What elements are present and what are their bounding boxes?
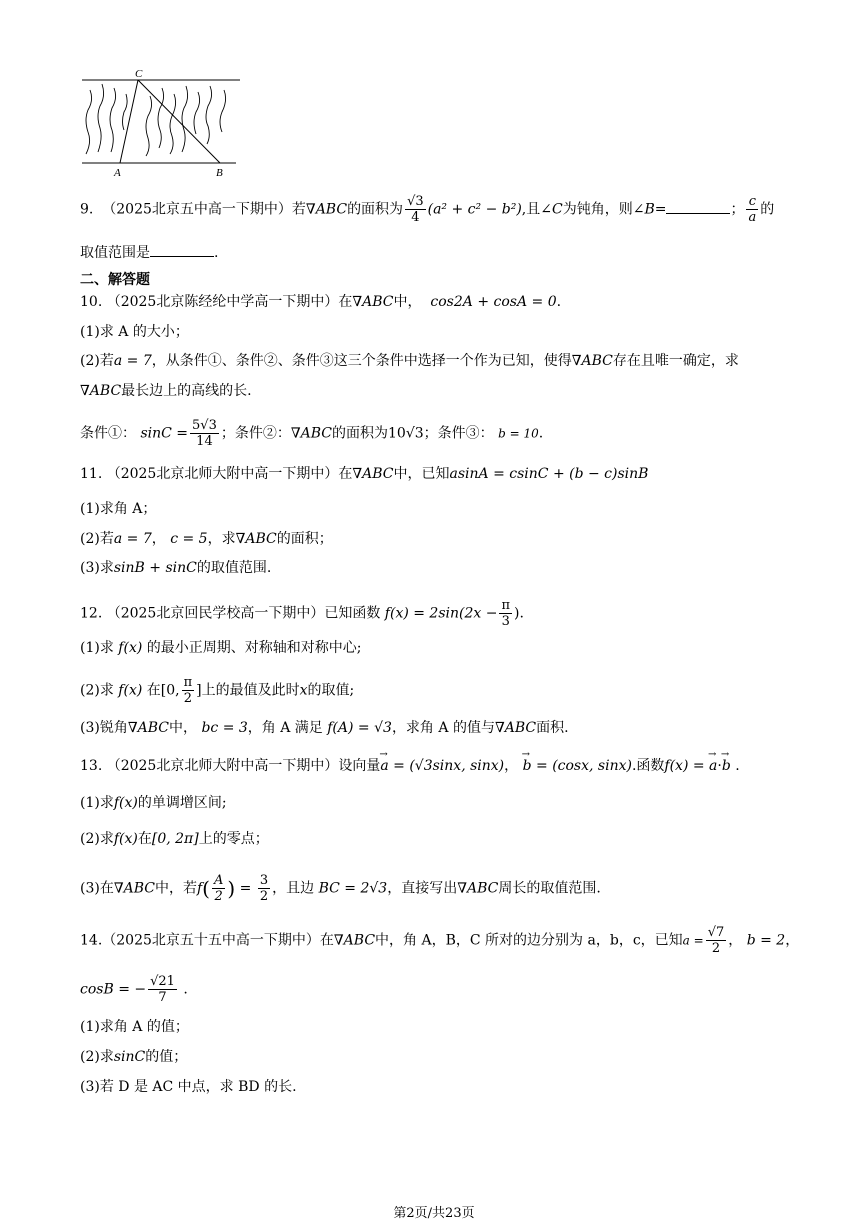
label-a: A: [114, 167, 121, 179]
q12-part3: (3)锐角∇ABC中， bc = 3，角 A 满足 f(A) = √3，求角 A 的值与∇ABC面积.: [80, 720, 569, 736]
q11-part3: (3)求sinB + sinC的取值范围.: [80, 560, 272, 576]
cond-fraction: $\frac{5√3}{14}$: [192, 418, 217, 449]
q10-part1: (1)求 A 的大小；: [80, 324, 189, 340]
q14-part3: (3)若 D 是 AC 中点，求 BD 的长.: [80, 1079, 297, 1095]
answer-blank-2[interactable]: [150, 242, 214, 257]
q10-part2: (2)若a = 7，从条件①、条件②、条件③这三个条件中选择一个作为已知，使得∇ABC存在且唯一确定，求: [80, 353, 739, 369]
q13-part1: (1)求f(x)的单调增区间;: [80, 795, 227, 811]
page-number: 第2页/共23页: [393, 1206, 475, 1221]
q14-cos: cosB = − $\frac{√21}{7}$ .: [80, 974, 188, 1005]
q9-fraction: $\frac{√3}{4}$: [407, 194, 424, 225]
label-c: C: [135, 68, 143, 80]
q14-head: 14.（2025北京五十五中高一下期中）在∇ABC中，角 A，B，C 所对的边分别为 a，b，c，已知a = $\frac{√7}{2}$ ， b = 2，: [80, 925, 800, 956]
q14-part1: (1)求角 A 的值；: [80, 1019, 189, 1035]
triangle-river-figure: [78, 66, 248, 181]
q11-part1: (1)求角 A；: [80, 501, 157, 517]
q10-head: 10. （2025北京陈经纶中学高一下期中）在∇ABC中， cos2A + cosA = 0.: [80, 294, 562, 310]
q13-head: 13. （2025北京北师大附中高一下期中）设向量→ a = (√3sinx, sinx)， → b = (cosx, sinx).函数f(x) = → a·→ b .: [80, 756, 740, 776]
q10-conditions: 条件①： sinC = $\frac{5√3}{14}$ ；条件②：∇ABC的面积为10√3；条件③： b = 10.: [80, 418, 544, 449]
q9-line2: 取值范围是 .: [80, 242, 218, 263]
q14-part2: (2)求sinC的值；: [80, 1049, 188, 1065]
label-b: B: [216, 167, 223, 179]
q13-part2: (2)求f(x)在[0, 2π]上的零点；: [80, 831, 269, 847]
q11-head: 11. （2025北京北师大附中高一下期中）在∇ABC中，已知asinA = csinC + (b − c)sinB: [80, 466, 649, 482]
q12-part1: (1)求 f(x) 的最小正周期、对称轴和对称中心;: [80, 640, 362, 656]
q12-part2: (2)求 f(x) 在[0, $\frac{\pi}{2}$ ]上的最值及此时x的取值;: [80, 675, 355, 706]
section-title: 二、解答题: [80, 272, 150, 288]
answer-blank-1[interactable]: [666, 199, 730, 214]
q9-ratio: $\frac{c}{a}$: [748, 194, 757, 225]
q12-head: 12. （2025北京回民学校高一下期中）已知函数 f(x) = 2sin(2x − $\frac{\pi}{3}$ ).: [80, 598, 524, 629]
q13-part3: (3)在∇ABC中，若f( $\frac{A}{2}$ ) = $\frac{3}{2}$ ，且边 BC = 2√3，直接写出∇ABC周长的取值范围.: [80, 873, 601, 904]
q9-line1: 9. （2025北京五中高一下期中）若∇ABC的面积为 $\frac{√3}{4}$ (a² + c² − b²),且∠C为钝角，则∠B= ； $\frac{c}{a}$ 的: [80, 194, 775, 225]
q11-part2: (2)若a = 7， c = 5，求∇ABC的面积；: [80, 531, 333, 547]
q10-part2-line2: ∇ABC最长边上的高线的长.: [80, 383, 252, 399]
